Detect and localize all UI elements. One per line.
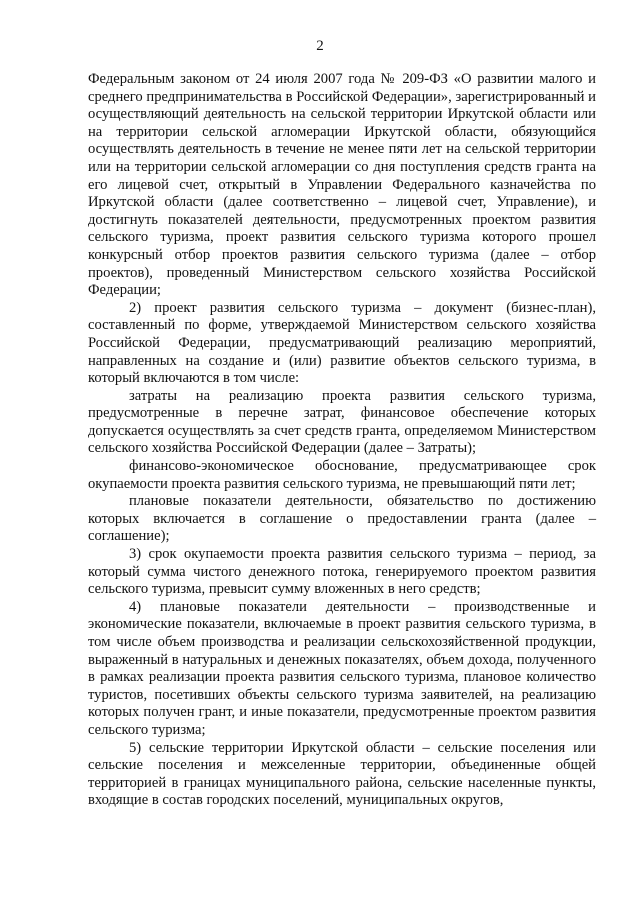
document-body <box>88 71 596 810</box>
paragraph-item-5: 5) сельские территории Иркутской области – сельские поселения или сельские поселения и межселенные территории, объединенные общей территорией в границах муниципального района, сельские населенные пункты, входящие в состав городских поселений, муниципальных округов, <box>88 739 596 809</box>
paragraph-item-2: 2) проект развития сельского туризма – документ (бизнес-план), составленный по форме, утверждаемой Министерством сельского хозяйства Российской Федерации, предусматривающий реализацию мероприятий, направленных на создание и (или) развитие объектов сельского туризма, в который включаются в том числе: <box>88 299 596 387</box>
paragraph-continuation: Федеральным законом от 24 июля 2007 года № 209-ФЗ «О развитии малого и среднего предпринимательства в Российской Федерации», зарегистрированный и осуществляющий деятельность на сельской территории Иркутской области или на территории сельской агломерации Иркутской области, обязующийся осуществлять деятельность в течение не менее пяти лет на сельской территории или на территории сельской агломерации со дня поступления средств гранта на его лицевой счет, открытый в Управлении Федерального казначейства по Иркутской области (далее соответственно – лицевой счет, Управление), и достигнуть показателей деятельности, предусмотренных проектом развития сельского туризма, проект развития сельского туризма которого прошел конкурсный отбор проектов развития сельского туризма (далее – отбор проектов), проведенный Министерством сельского хозяйства Российской Федерации; <box>88 71 596 299</box>
page-number: 2 <box>316 38 324 54</box>
paragraph-item-3: 3) срок окупаемости проекта развития сельского туризма – период, за который сумма чистого денежного потока, генерируемого проектом развития сельского туризма, превысит сумму вложенных в него средств; <box>88 546 596 598</box>
paragraph-item-4: 4) плановые показатели деятельности – производственные и экономические показатели, включаемые в проект развития сельского туризма, в том числе объем производства и реализации сельскохозяйственной продукции, выраженный в натуральных и денежных показателях, объем дохода, полученного в рамках реализации проекта развития сельского туризма, плановое количество туристов, посетивших объекты сельского туризма заявителей, на реализацию которых получен грант, и иные показатели, предусмотренные проектом развития сельского туризма; <box>88 598 596 738</box>
paragraph-costs: затраты на реализацию проекта развития сельского туризма, предусмотренные в перечне затрат, финансовое обеспечение которых допускается осуществлять за счет средств гранта, определяемом Министерством сельского хозяйства Российской Федерации (далее – Затраты); <box>88 387 596 457</box>
paragraph-planned-indicators: плановые показатели деятельности, обязательство по достижению которых включается в соглашение о предоставлении гранта (далее – соглашение); <box>88 493 596 545</box>
paragraph-financial-justification: финансово-экономическое обоснование, предусматривающее срок окупаемости проекта развития сельского туризма, не превышающий пяти лет; <box>88 458 596 492</box>
